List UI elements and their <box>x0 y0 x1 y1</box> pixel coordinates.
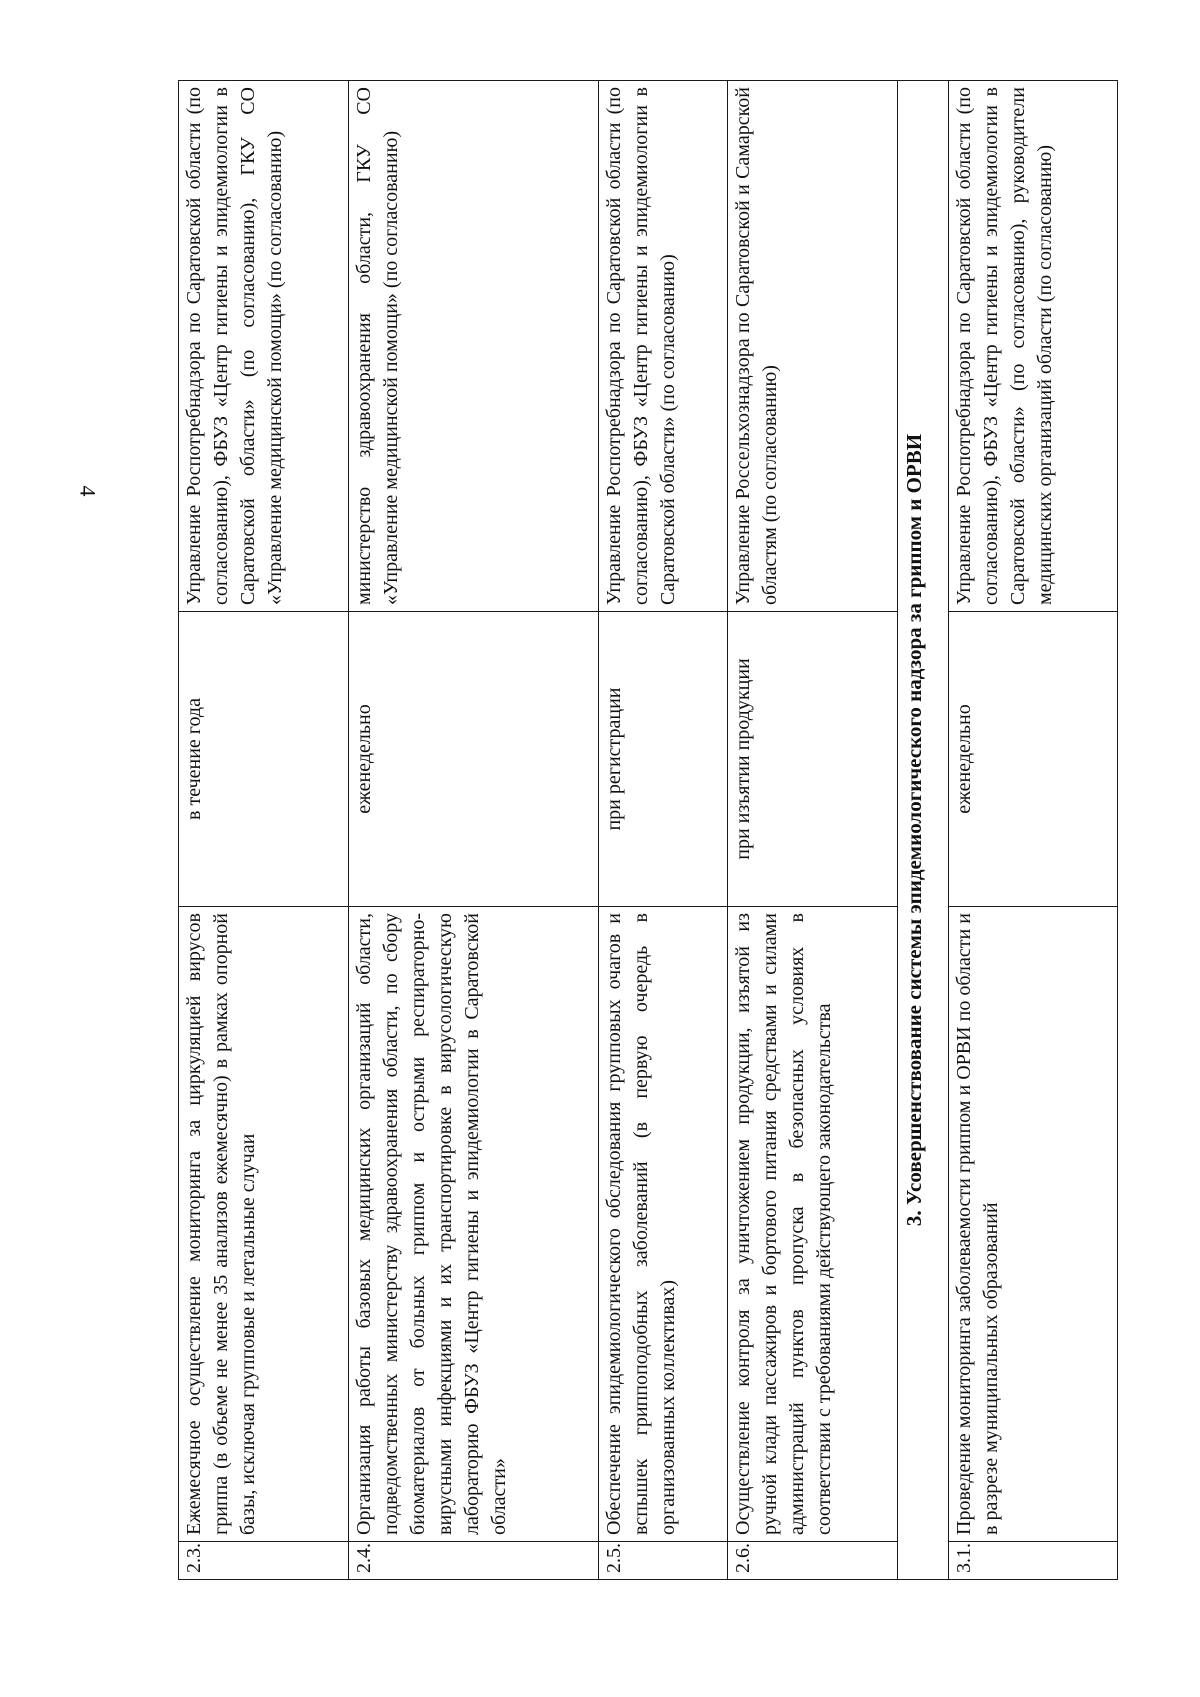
responsible-cell: Управление Роспотребнадзора по Саратовской области (по согласованию), ФБУЗ «Центр гигиены и эпидемиологии в Саратовской области» (по согласованию) <box>599 81 728 612</box>
table-row <box>348 81 599 1580</box>
term-cell: при регистрации <box>599 612 728 907</box>
rotated-page-content <box>178 80 1118 1580</box>
row-number: 2.4. <box>348 1542 599 1580</box>
activity-cell: Обеспечение эпидемиологического обследования групповых очагов и вспышек гриппоподобных заболеваний (в первую очередь в организованных коллективах) <box>599 907 728 1542</box>
section-header-row <box>897 81 948 1580</box>
responsible-cell: Управление Россельхознадзора по Саратовской и Самарской областям (по согласованию) <box>728 81 898 612</box>
measures-table <box>178 80 1118 1580</box>
responsible-cell: Управление Роспотребнадзора по Саратовской области (по согласованию), ФБУЗ «Центр гигиены и эпидемиологии в Саратовской области» (по согласованию), руководители медицинских организаций области (по согласованию) <box>948 81 1118 612</box>
row-number: 2.3. <box>179 1542 349 1580</box>
row-number: 3.1. <box>948 1542 1118 1580</box>
responsible-cell: Управление Роспотребнадзора по Саратовской области (по согласованию), ФБУЗ «Центр гигиены и эпидемиологии в Саратовской области» (по согласованию), ГКУ СО «Управление медицинской помощи» (по согласованию) <box>179 81 349 612</box>
table-row <box>728 81 898 1580</box>
activity-cell: Осуществление контроля за уничтожением продукции, изъятой из ручной клади пассажиров и бортового питания средствами и силами администраций пунктов пропуска в безопасных условиях в соответствии с требованиями действующего законодательства <box>728 907 898 1542</box>
term-cell: еженедельно <box>348 612 599 907</box>
term-cell: еженедельно <box>948 612 1118 907</box>
section-title: 3. Усовершенствование системы эпидемиологического надзора за гриппом и ОРВИ <box>897 81 948 1580</box>
row-number: 2.5. <box>599 1542 728 1580</box>
activity-cell: Ежемесячное осуществление мониторинга за циркуляцией вирусов гриппа (в объеме не менее 35 анализов ежемесячно) в рамках опорной базы, исключая групповые и летальные случаи <box>179 907 349 1542</box>
page-number: 4 <box>75 485 101 497</box>
activity-cell: Организация работы базовых медицинских организаций области, подведомственных министерству здравоохранения области, по сбору биоматериалов от больных гриппом и острыми респираторно-вирусными инфекциями и их транспортировке в вирусологическую лабораторию ФБУЗ «Центр гигиены и эпидемиологии в Саратовской области» <box>348 907 599 1542</box>
table-row <box>179 81 349 1580</box>
term-cell: при изъятии продукции <box>728 612 898 907</box>
activity-cell: Проведение мониторинга заболеваемости гриппом и ОРВИ по области и в разрезе муниципальных образований <box>948 907 1118 1542</box>
table-row <box>948 81 1118 1580</box>
row-number: 2.6. <box>728 1542 898 1580</box>
term-cell: в течение года <box>179 612 349 907</box>
table-row <box>599 81 728 1580</box>
responsible-cell: министерство здравоохранения области, ГКУ СО «Управление медицинской помощи» (по согласованию) <box>348 81 599 612</box>
